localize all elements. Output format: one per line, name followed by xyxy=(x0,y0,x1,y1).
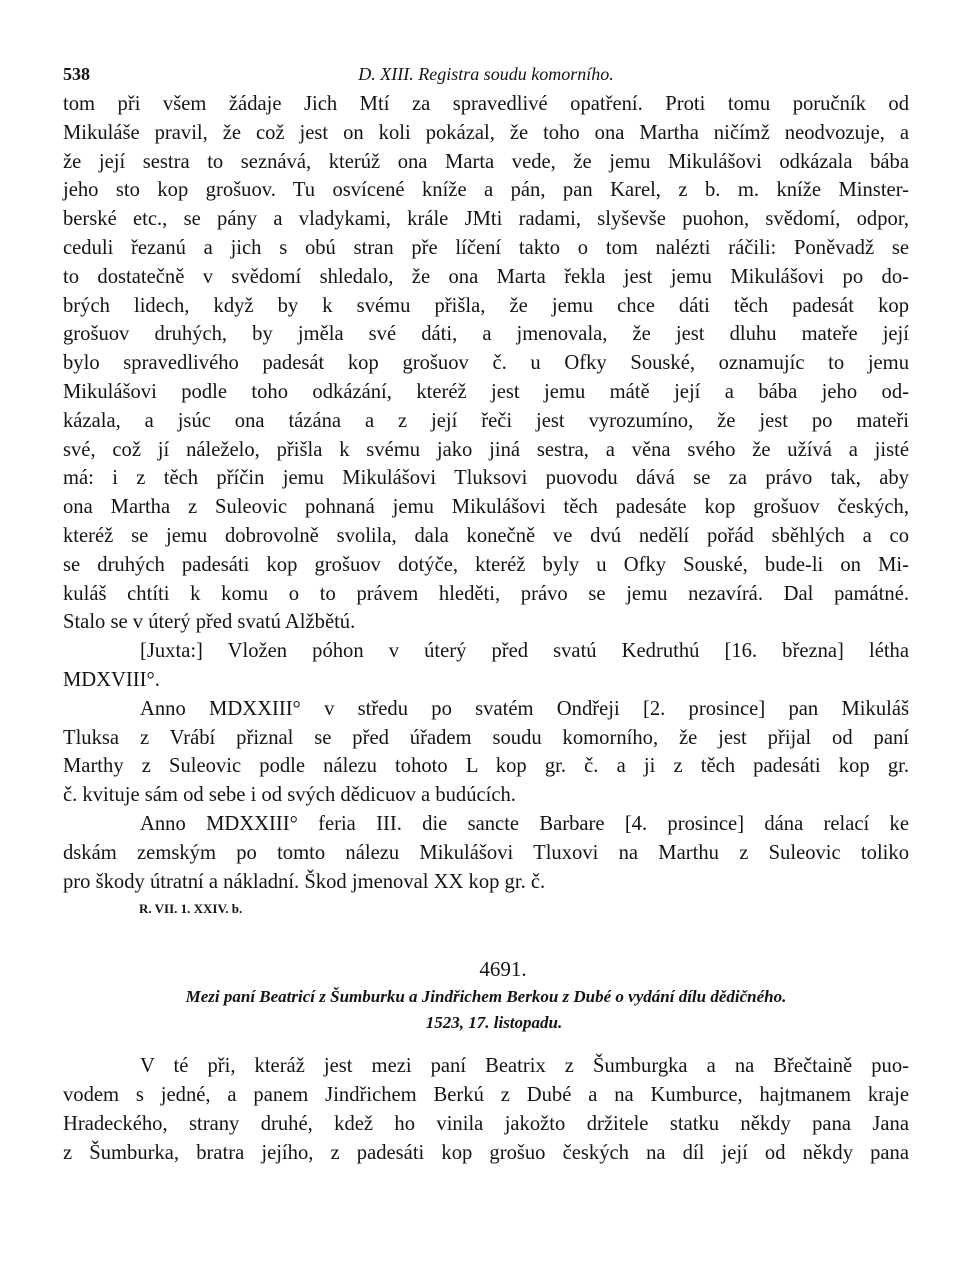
annotation-line: Marthy z Suleovic podle nálezu tohoto L kop gr. č. a ji z těch padesáti kop gr. xyxy=(63,755,909,778)
annotation-line: Anno MDXXIII° v středu po svatém Ondřeji [2. prosince] pan Mikuláš xyxy=(140,697,909,720)
text-line: Stalo se v úterý před svatú Alžbětú. xyxy=(63,611,356,634)
text-line: ceduli řezanú a jich s obú stran pře líčení takto o tom nalézti ráčili: Poněvadž se xyxy=(63,236,909,259)
annotation-line: Tluksa z Vrábí přiznal se před úřadem soudu komorního, že jest přijal od paní xyxy=(63,726,909,749)
text-line: vodem s jedné, a panem Jindřichem Berkú z Dubé a na Kumburce, hajtmanem kraje xyxy=(63,1084,909,1107)
text-line: V té při, kteráž jest mezi paní Beatrix z Šumburgka a na Břečtaině puo- xyxy=(140,1055,909,1078)
text-line: bylo spravedlivého padesát kop grošuov č. u Ofky Souské, oznamujíc to jemu xyxy=(63,352,909,375)
section-gap xyxy=(63,922,909,954)
text-line: ona Martha z Suleovic pohnaná jemu Mikulášovi těch padesáte kop grošuov českých, xyxy=(63,496,909,519)
text-line: kuláš chtíti k komu o to právem hleděti, právo se jemu nezavírá. Dal památné. xyxy=(63,582,909,605)
annotation-line: dskám zemským po tomto nálezu Mikulášovi Tluxovi na Marthu z Suleovic toliko xyxy=(63,841,909,864)
text-line: berské etc., se pány a vladykami, krále JMti radami, slyševše puohon, svědomí, odpor, xyxy=(63,208,909,231)
previous-document-body xyxy=(63,90,909,896)
text-line: Mikuláše pravil, že což jest on koli pokázal, že toho ona Martha ničímž neodvozuje, a xyxy=(63,121,909,144)
text-line: brých lidech, když by k svému přišla, že jemu chce dáti těch padesát kop xyxy=(63,294,909,317)
page-number: 538 xyxy=(63,64,90,84)
source-reference: R. VII. 1. XXIV. b. xyxy=(139,901,243,917)
running-head xyxy=(63,56,909,90)
annotation-line: pro škody útratní a nákladní. Škod jmenoval XX kop gr. č. xyxy=(63,870,546,893)
text-line: grošuov druhých, by jměla své dáti, a jmenovala, že jest dluhu mateře její xyxy=(63,323,909,346)
running-title: D. XIII. Registra soudu komorního. xyxy=(358,64,614,84)
document-number: 4691. xyxy=(479,957,527,982)
text-line: se druhých padesáti kop grošuov dotýče, kteréž byly u Ofky Souské, bude-li on Mi- xyxy=(63,553,909,576)
text-line: má: i z těch příčin jemu Mikulášovi Tluksovi puovodu dává se za právo tak, aby xyxy=(63,467,909,490)
text-line: své, což jí náleželo, přišla k svému jako jiná sestra, a věna svého že užívá a jisté xyxy=(63,438,909,461)
document-heading: Mezi paní Beatricí z Šumburku a Jindřichem Berkou z Dubé o vydání dílu dědičného. xyxy=(185,987,787,1007)
document-body xyxy=(63,1052,909,1167)
text-line: kázala, a jsúc ona tázána a z její řeči jest vyrozumíno, že jest po mateři xyxy=(63,409,909,432)
text-line: kteréž se jemu dobrovolně svolila, dala konečně ve dvú nedělí pořád sběhlých a co xyxy=(63,524,909,547)
text-line: Mikulášovi podle toho odkázání, kteréž jest jemu mátě její a bába jeho od- xyxy=(63,380,909,403)
text-line: z Šumburka, bratra jejího, z padesáti kop grošuo českých na díl její od někdy pana xyxy=(63,1141,909,1164)
text-line: to dostatečně v svědomí shledalo, že ona Marta řekla jest jemu Mikulášovi po do- xyxy=(63,265,909,288)
book-page xyxy=(63,56,909,1168)
annotation-line: č. kvituje sám od sebe i od svých dědicuov a budúcích. xyxy=(63,784,516,807)
heading-gap xyxy=(63,1036,909,1052)
text-line: tom při všem žádaje Jich Mtí za spravedlivé opatření. Proti tomu poručník od xyxy=(63,93,909,115)
text-line: Hradeckého, strany druhé, kdež ho vinila jakožto držitele statku někdy pana Jana xyxy=(63,1112,909,1135)
text-line: jeho sto kop grošuov. Tu osvícené kníže a pán, pan Karel, z b. m. kníže Minster- xyxy=(63,179,909,202)
juxta-note-line: [Juxta:] Vložen póhon v úterý před svatú Kedruthú [16. března] létha xyxy=(140,640,909,663)
annotation-line: Anno MDXXIII° feria III. die sancte Barbare [4. prosince] dána relací ke xyxy=(140,812,909,835)
text-line: že její sestra to seznává, kterúž ona Marta vede, že jemu Mikulášovi odkázala bába xyxy=(63,150,909,173)
document-date: 1523, 17. listopadu. xyxy=(425,1013,563,1033)
juxta-note-line: MDXVIII°. xyxy=(63,668,160,691)
